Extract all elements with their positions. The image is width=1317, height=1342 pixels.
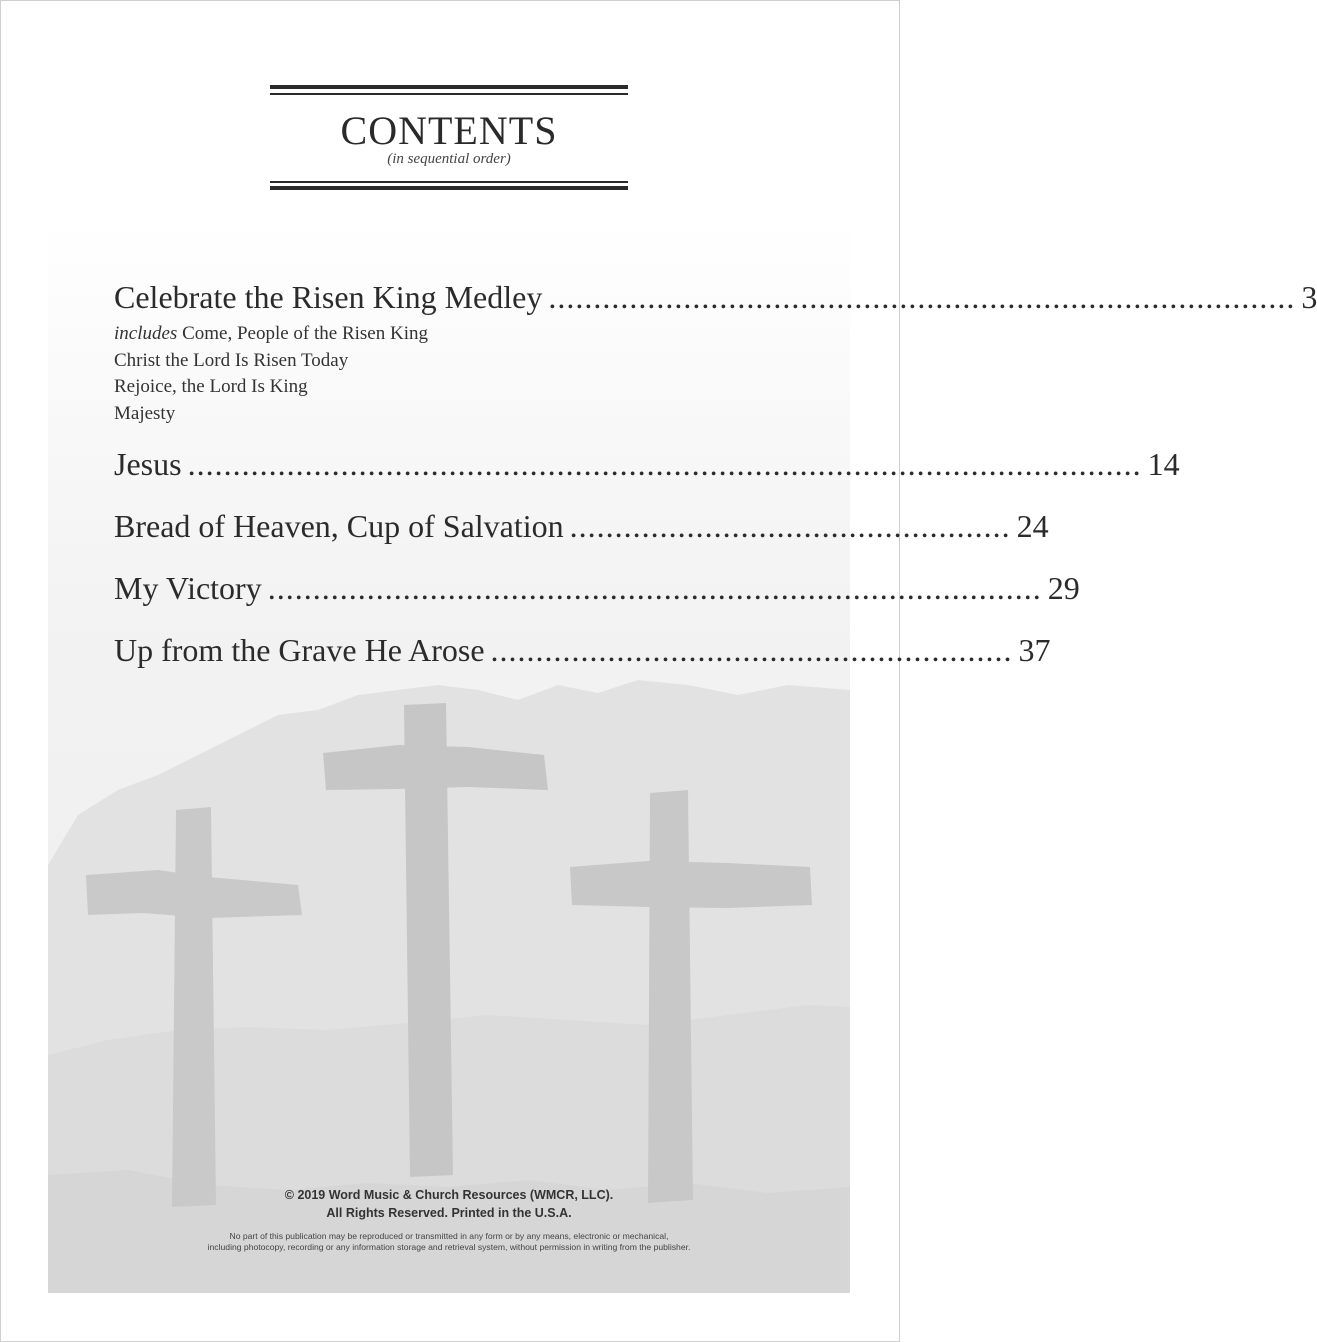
includes-item: Christ the Lord Is Risen Today xyxy=(114,349,349,371)
toc-entry-up-from-the-grave[interactable] xyxy=(114,632,1051,669)
header-top-rule xyxy=(270,85,628,97)
toc-page-number: 3 xyxy=(1301,279,1317,315)
toc-entry-bread-of-heaven[interactable] xyxy=(114,508,1049,545)
table-of-contents xyxy=(114,279,1317,668)
toc-title: Jesus xyxy=(114,446,182,482)
page-title: CONTENTS xyxy=(340,108,558,153)
toc-leader-dots: ...................................................................................... xyxy=(267,570,1042,606)
contents-header xyxy=(270,85,628,193)
legal-line: No part of this publication may be reproduced or transmitted in any form or by any means, electronic or mechanical, xyxy=(229,1231,669,1241)
toc-entry-my-victory[interactable] xyxy=(114,570,1080,607)
legal-line: including photocopy, recording or any information storage and retrieval system, without permission in writing from the publisher. xyxy=(207,1242,691,1252)
toc-page-number: 37 xyxy=(1018,632,1051,668)
includes-item: Rejoice, the Lord Is King xyxy=(114,376,308,397)
includes-item: Majesty xyxy=(114,402,176,424)
includes-label: includes xyxy=(114,323,178,344)
legal-notice xyxy=(48,1231,850,1253)
toc-leader-dots: .......................................................................................................... xyxy=(187,446,1142,482)
toc-page-number: 14 xyxy=(1147,446,1180,482)
toc-leader-dots: ................................................................................... xyxy=(548,279,1296,315)
copyright-footer xyxy=(48,1186,850,1253)
page-subtitle: (in sequential order) xyxy=(387,151,511,167)
toc-entry-jesus[interactable] xyxy=(114,446,1180,483)
toc-leader-dots: ................................................. xyxy=(569,508,1011,544)
toc-entry-celebrate[interactable] xyxy=(114,279,1317,427)
toc-page-number: 29 xyxy=(1047,570,1080,606)
toc-title: Up from the Grave He Arose xyxy=(114,632,485,668)
toc-title: My Victory xyxy=(114,570,262,606)
copyright-line: © 2019 Word Music & Church Resources (WMCR, LLC). xyxy=(284,1188,614,1202)
header-bottom-rule xyxy=(270,181,628,193)
toc-leader-dots: .......................................................... xyxy=(490,632,1013,668)
rights-line: All Rights Reserved. Printed in the U.S.A. xyxy=(326,1206,572,1220)
medley-includes-list xyxy=(114,321,782,427)
toc-page-number: 24 xyxy=(1016,508,1049,544)
toc-title: Celebrate the Risen King Medley xyxy=(114,279,543,315)
toc-title: Bread of Heaven, Cup of Salvation xyxy=(114,508,564,544)
includes-item: includes Come, People of the Risen King xyxy=(114,323,428,344)
